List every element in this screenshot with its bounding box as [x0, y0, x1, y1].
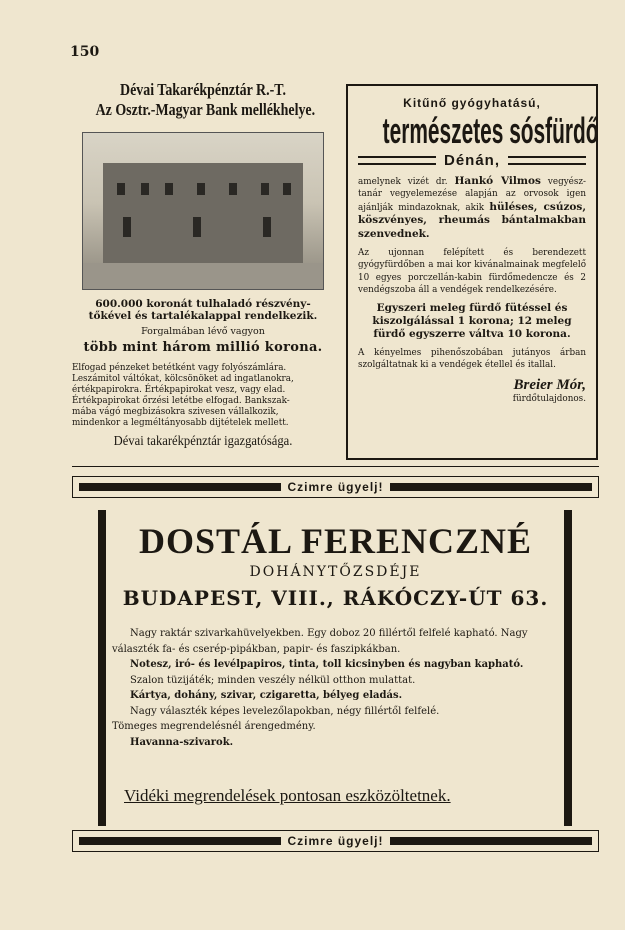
- shop-type: DOHÁNYTŐZSDÉJE: [249, 564, 422, 580]
- tobacco-line: Nagy raktár szivarkahüvelyekben. Egy doboz 20 fillértől felfelé kapható. Nagy választék fa- és cserép-pipákban, papir- és faszipkákban.: [112, 628, 528, 655]
- street: [83, 263, 323, 289]
- shop-address: BUDAPEST, VIII., RÁKÓCZY-ÚT 63.: [122, 586, 549, 610]
- bar-fill: [390, 483, 592, 491]
- bank-body-line: mindenkor a legméltányosabb dijtételek mellett.: [72, 418, 289, 428]
- bath-advertisement: [346, 84, 598, 460]
- bank-building-photo: [82, 132, 324, 290]
- bar-fill: [79, 837, 281, 845]
- bath-title: természetes sósfürdő: [382, 110, 599, 151]
- top-bar-label: Czimre ügyelj!: [287, 480, 384, 494]
- bank-body-line: Leszámitol váltókat, kölcsönöket ad ingatlanokra,: [72, 374, 294, 384]
- bank-title: Dévai Takarékpénztár R.-T.: [120, 80, 286, 99]
- bottom-bar: [72, 830, 599, 852]
- tobacco-body: [112, 626, 560, 750]
- bath-headline: Kitűnő gyógyhatású,: [403, 96, 541, 110]
- bath-signature: Breier Mór,: [513, 377, 586, 394]
- window: [141, 183, 149, 195]
- window: [197, 183, 205, 195]
- tobacco-advertisement: [72, 476, 599, 864]
- window: [229, 183, 237, 195]
- tobacco-line: Havanna-szivarok.: [130, 736, 234, 748]
- bank-signature: Dévai takarékpénztár igazgatósága.: [113, 434, 293, 449]
- bank-subtitle: Az Osztr.-Magyar Bank mellékhelye.: [95, 100, 316, 119]
- text: vegyész-tanár vegyelemezése alapján az orvosok igen ajánlják mindazoknak, akik: [358, 177, 587, 213]
- bank-advertisement: [72, 80, 334, 450]
- bath-prices: Egyszeri meleg fürdő fütéssel és kiszolgálással 1 korona; 12 meleg fürdő egyszerre váltva 10 korona.: [372, 301, 572, 340]
- bath-location-row: [358, 152, 586, 169]
- bar-fill: [390, 837, 592, 845]
- top-bar: [72, 476, 599, 498]
- tobacco-line: Kártya, dohány, szivar, czigaretta, bélyeg eladás.: [130, 690, 403, 701]
- bath-paragraph-2: Az ujonnan felépített és berendezett gyógyfürdőben a mai kor kivánalmainak megfelelő 10 egyes porczellán-kabin fürdőmedencze és 2 vendégszoba áll a vendégek rendelkezésére.: [358, 248, 586, 296]
- doctor-name: Hankó Vilmos: [454, 175, 541, 187]
- text: amelynek vizét dr.: [358, 177, 455, 187]
- bath-paragraph-1: [358, 175, 586, 241]
- capital-line1: 600.000 koronát tulhaladó részvény-: [95, 298, 311, 310]
- window: [283, 183, 291, 195]
- separator: [72, 466, 599, 467]
- window: [165, 183, 173, 195]
- bank-body-line: értékpapirokra. Értékpapirokat vesz, vagy elad.: [72, 385, 286, 395]
- bank-body: [72, 363, 334, 429]
- bank-body-line: Elfogad pénzeket betétként vagy folyószámlára.: [72, 363, 287, 373]
- bath-signature-title: fürdőtulajdonos.: [512, 394, 586, 405]
- bath-location: Dénán,: [444, 152, 501, 169]
- double-rule: [358, 156, 436, 165]
- page-number: 150: [70, 44, 100, 60]
- capital-line2: tőkével és tartalékalappal rendelkezik.: [88, 310, 318, 322]
- bottom-bar-label: Czimre ügyelj!: [287, 834, 384, 848]
- tobacco-line: Notesz, iró- és levélpapiros, tinta, toll kicsinyben és nagyban kapható.: [130, 659, 524, 670]
- window: [123, 217, 131, 237]
- shop-owner-name: DOSTÁL FERENCZNÉ: [138, 521, 533, 561]
- ailments: hüléses, csúzos, köszvényes, rheumás bántalmakban szenvednek.: [358, 200, 586, 240]
- circulation-label: Forgalmában lévő vagyon: [141, 326, 265, 337]
- window: [193, 217, 201, 237]
- window: [263, 217, 271, 237]
- tobacco-line: Szalon tüzijáték; minden veszély nélkül otthon mulattat.: [130, 674, 416, 686]
- tobacco-line: Nagy választék képes levelezőlapokban, négy fillértől felfelé.: [130, 705, 440, 717]
- window: [117, 183, 125, 195]
- double-rule: [508, 156, 586, 165]
- bath-paragraph-4: A kényelmes pihenőszobában jutányos árban szolgáltatnak ki a vendégek étellel és itallal.: [358, 347, 586, 371]
- window: [261, 183, 269, 195]
- bank-body-line: mába vágó megbizásokra szivesen vállalkozik,: [72, 407, 279, 417]
- building-shape: [103, 163, 303, 263]
- tobacco-line: Tömeges megrendelésnél árengedmény.: [112, 721, 316, 732]
- circulation-value: több mint három millió korona.: [83, 340, 323, 355]
- bar-fill: [79, 483, 281, 491]
- tobacco-final: Vidéki megrendelések pontosan eszközöltetnek.: [124, 786, 451, 805]
- bank-body-line: Értékpapirokat őrzési letétbe elfogad. Bankszak-: [72, 396, 290, 406]
